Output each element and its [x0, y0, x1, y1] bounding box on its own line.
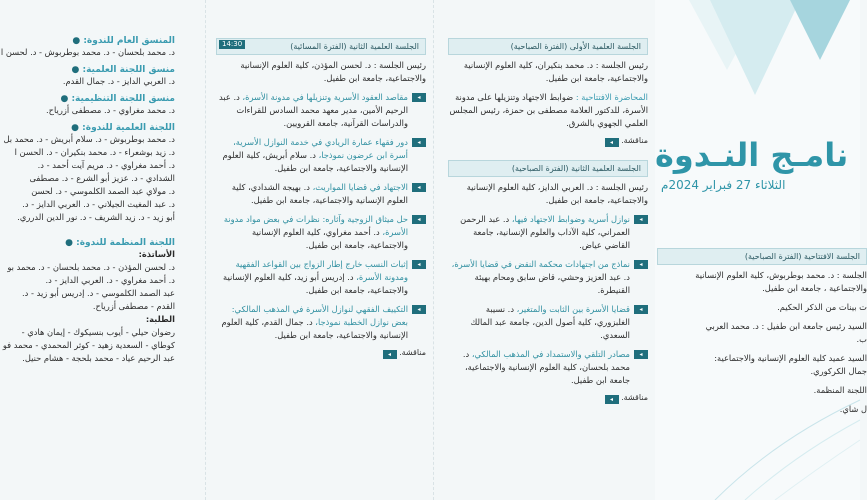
talk-item: ◂ إثبات النسب خارج إطار الزواج بين القواعد الفقهية ومدونة الأسرة، د. إدريس أبو زيد، كلية العلوم الإنسانية والاجتماعية، جامعة ابن طفيل.: [216, 258, 426, 297]
afternoon-chair: رئيس الجلسة : د. لحسن المؤذن، كلية العلوم الإنسانية والاجتماعية، جامعة ابن طفيل.: [240, 60, 426, 83]
decorative-lines: [655, 380, 860, 500]
decorative-triangle: [710, 0, 800, 95]
scientific-coordinator-text: د. العربي الدايز - د. جمال القدم.: [62, 76, 175, 86]
talk-item: ◂ قضايا الأسرة بين الثابت والمتغير، د. نسيبة الغلبزوري، كلية أصول الدين، جامعة عبد المالك السعدي.: [448, 303, 648, 342]
opening-line: جمال الكركوري.: [810, 366, 867, 376]
morning-sessions-panel: [433, 0, 656, 500]
bullet-tag: ◂: [412, 215, 426, 224]
program-date: الثلاثاء 27 فبراير 2024م: [661, 178, 786, 192]
scientific-coordinator-heading: منسق اللجنة العلمية: ●: [71, 65, 175, 75]
scientific-committee-line: د. محمد بوطربوش - د. سلام أبريش - د. محمد بل: [3, 134, 175, 144]
decorative-triangle: [790, 0, 850, 60]
students-line: عبد الرحيم عياد - محمد بلحجة - هشام حنيل.: [22, 353, 175, 363]
opening-line: ب.: [856, 334, 867, 344]
talk-item: ◂ مقاصد العقود الأسرية وتنزيلها في مدونة الأسرة، د. عبد الرحيم الأمين، مدير معهد محمد السادس للقراءات والدراسات القرآنية، جامعة القرويين.: [216, 91, 426, 130]
professors-label: الأساتذة:: [138, 249, 175, 259]
talk-item: ◂ دور فقهاء عمارة الريادي في خدمة النوازل الأسرية، أسرة ابن عرضون نموذجا، د. سلام أبريش، كلية العلوم الإنسانية والاجتماعية، جامعة ابن طفيل.: [216, 136, 426, 175]
talk-item: ◂ الاجتهاد في قضايا المواريث، د. بهيجة الشدادي، كلية العلوم الإنسانية والاجتماعية، جامعة ابن طفيل.: [216, 181, 426, 207]
organizing-committee-heading: اللجنة المنظمة للندوة: ●: [65, 238, 175, 248]
bullet-tag: ◂: [412, 305, 426, 314]
talk-item: ◂ نوازل أسرية وضوابط الاجتهاد فيها، د. عبد الرحمن العمراني، كلية الآداب والعلوم الإنسانية، جامعة القاضي عياض.: [448, 213, 648, 252]
organizing-line: د. أحمد مغراوي - د. العربي الدايز - د.: [45, 275, 175, 285]
organizers-panel: [0, 0, 205, 500]
bullet-tag: ◂: [634, 305, 648, 314]
organizing-line: د. لحسن المؤذن - د. محمد بلحسان - د. محمد بو: [7, 262, 175, 272]
talk-item: ◂ مصادر التلقي والاستمداد في المذهب المالكي، د. محمد بلحسان، كلية العلوم الإنسانية والاجتماعية، جامعة ابن طفيل.: [448, 348, 648, 387]
opening-line: اللجنة المنظمة.: [813, 385, 867, 395]
students-line: كوطاي - السعدية زهيد - كوثر المحمدي - محمد فو: [2, 340, 175, 350]
bullet-tag: ◂: [634, 215, 648, 224]
session2-bar: الجلسة العلمية الثانية (الفترة الصباحية): [448, 160, 648, 177]
students-label: الطلبة:: [145, 314, 175, 324]
students-line: رضوان حيلي - أيوب بنسيكوك - إيمان هادي -: [21, 327, 175, 337]
general-coordinator-text: د. محمد بلحسان - د. محمد بوطربوش - د. لحسن ا: [0, 47, 175, 57]
talk-item: ◂ حل ميثاق الزوجية وآثاره: نظرات في بعض مواد مدونة الأسرة، د. أحمد مغراوي، كلية العلوم الإنسانية والاجتماعية، جامعة ابن طفيل.: [216, 213, 426, 252]
opening-line: ل شاي.: [839, 404, 867, 414]
opening-line: السيد رئيس جامعة ابن طفيل : د. محمد العربي: [705, 321, 867, 331]
talk-item: ◂ نماذج من اجتهادات محكمة النقض في قضايا الأسرة، د. عبد العزيز وحشي، قاض سابق ومحام بهيئة القنيطرة.: [448, 258, 648, 297]
opening-line: ت بينات من الذكر الحكيم.: [777, 302, 867, 312]
scientific-committee-line: الشدادي - د. عزيز أبو الشرع - د. مصطفى: [29, 173, 175, 183]
opening-lecture: المحاضرة الافتتاحية : ضوابط الاجتهاد وتنزيلها على مدونة الأسرة، للدكتور العلامة مصطفى بن حمزة، رئيس المجلس العلمي الجهوي بالشرق.: [449, 92, 648, 128]
scientific-committee-line: د. عبد المغيث الجيلاني - د. العربي الدايز - د.: [22, 199, 175, 209]
discussion-label: مناقشة. ◂: [448, 393, 648, 403]
opening-line: السيد عميد كلية العلوم الإنسانية والاجتماعية:: [714, 353, 867, 363]
opening-session-bar: الجلسة الافتتاحية (الفترة الصباحية): [657, 248, 867, 265]
opening-line: والاجتماعية ، جامعة ابن طفيل.: [762, 283, 867, 293]
bullet-tag: ◂: [634, 260, 648, 269]
bullet-tag: ◂: [634, 350, 648, 359]
scientific-committee-line: أبو زيد - د. زيد الشريف - د. نور الدين الدرري.: [17, 212, 175, 222]
org-coordinator-heading: منسق اللجنة التنظيمية: ●: [60, 94, 175, 104]
scientific-committee-line: د. أحمد مغراوي - د. مريم آيت أحمد - د.: [37, 160, 175, 170]
scientific-committee-heading: اللجنة العلمية للندوة: ●: [71, 123, 175, 133]
general-coordinator-heading: المنسق العام للندوة: ●: [72, 36, 175, 46]
discussion-label: مناقشة. ◂: [448, 136, 648, 146]
program-title-panel: [655, 0, 867, 500]
org-coordinator-text: د. محمد مغراوي - د. مصطفى أزرياح.: [46, 105, 175, 115]
session2-chair: رئيس الجلسة : د. العربي الدايز، كلية العلوم الإنسانية والاجتماعية، جامعة ابن طفيل.: [466, 182, 648, 205]
scientific-committee-line: د. مولاي عبد الصمد الكلموسي - د. لحسن: [31, 186, 175, 196]
afternoon-session-panel: [205, 0, 434, 500]
organizing-line: القدم - مصطفى أزرياح.: [92, 301, 175, 311]
session-time: 14:30: [219, 40, 245, 49]
session1-chair: رئيس الجلسة : د. محمد بنكيران، كلية العلوم الإنسانية والاجتماعية، جامعة ابن طفيل.: [463, 60, 648, 83]
session1-bar: الجلسة العلمية الأولى (الفترة الصباحية): [448, 38, 648, 55]
bullet-tag: ◂: [412, 138, 426, 147]
talk-item: ◂ التكييف الفقهي لنوازل الأسرة في المذهب المالكي: بعض نوازل الخطبة نموذجا، د. جمال القدم، كلية العلوم الإنسانية والاجتماعية، جامعة ابن طفيل.: [216, 303, 426, 342]
bullet-tag: ◂: [412, 93, 426, 102]
organizing-line: عبد الصمد الكلموسي - د. إدريس أبو زيد - د.: [22, 288, 175, 298]
scientific-committee-line: د. زيد بوشعراء - د. محمد بنكيران - د. الحسن ا: [14, 147, 175, 157]
afternoon-session-bar: الجلسة العلمية الثانية (الفترة المسائية) 14:30: [216, 38, 426, 55]
program-title: نامـج النـدوة: [655, 136, 849, 174]
opening-line: الجلسة : د. محمد بوطربوش، كلية العلوم الإنسانية: [695, 270, 867, 280]
discussion-label: مناقشة. ◂: [216, 348, 426, 358]
bullet-tag: ◂: [412, 260, 426, 269]
bullet-tag: ◂: [412, 183, 426, 192]
